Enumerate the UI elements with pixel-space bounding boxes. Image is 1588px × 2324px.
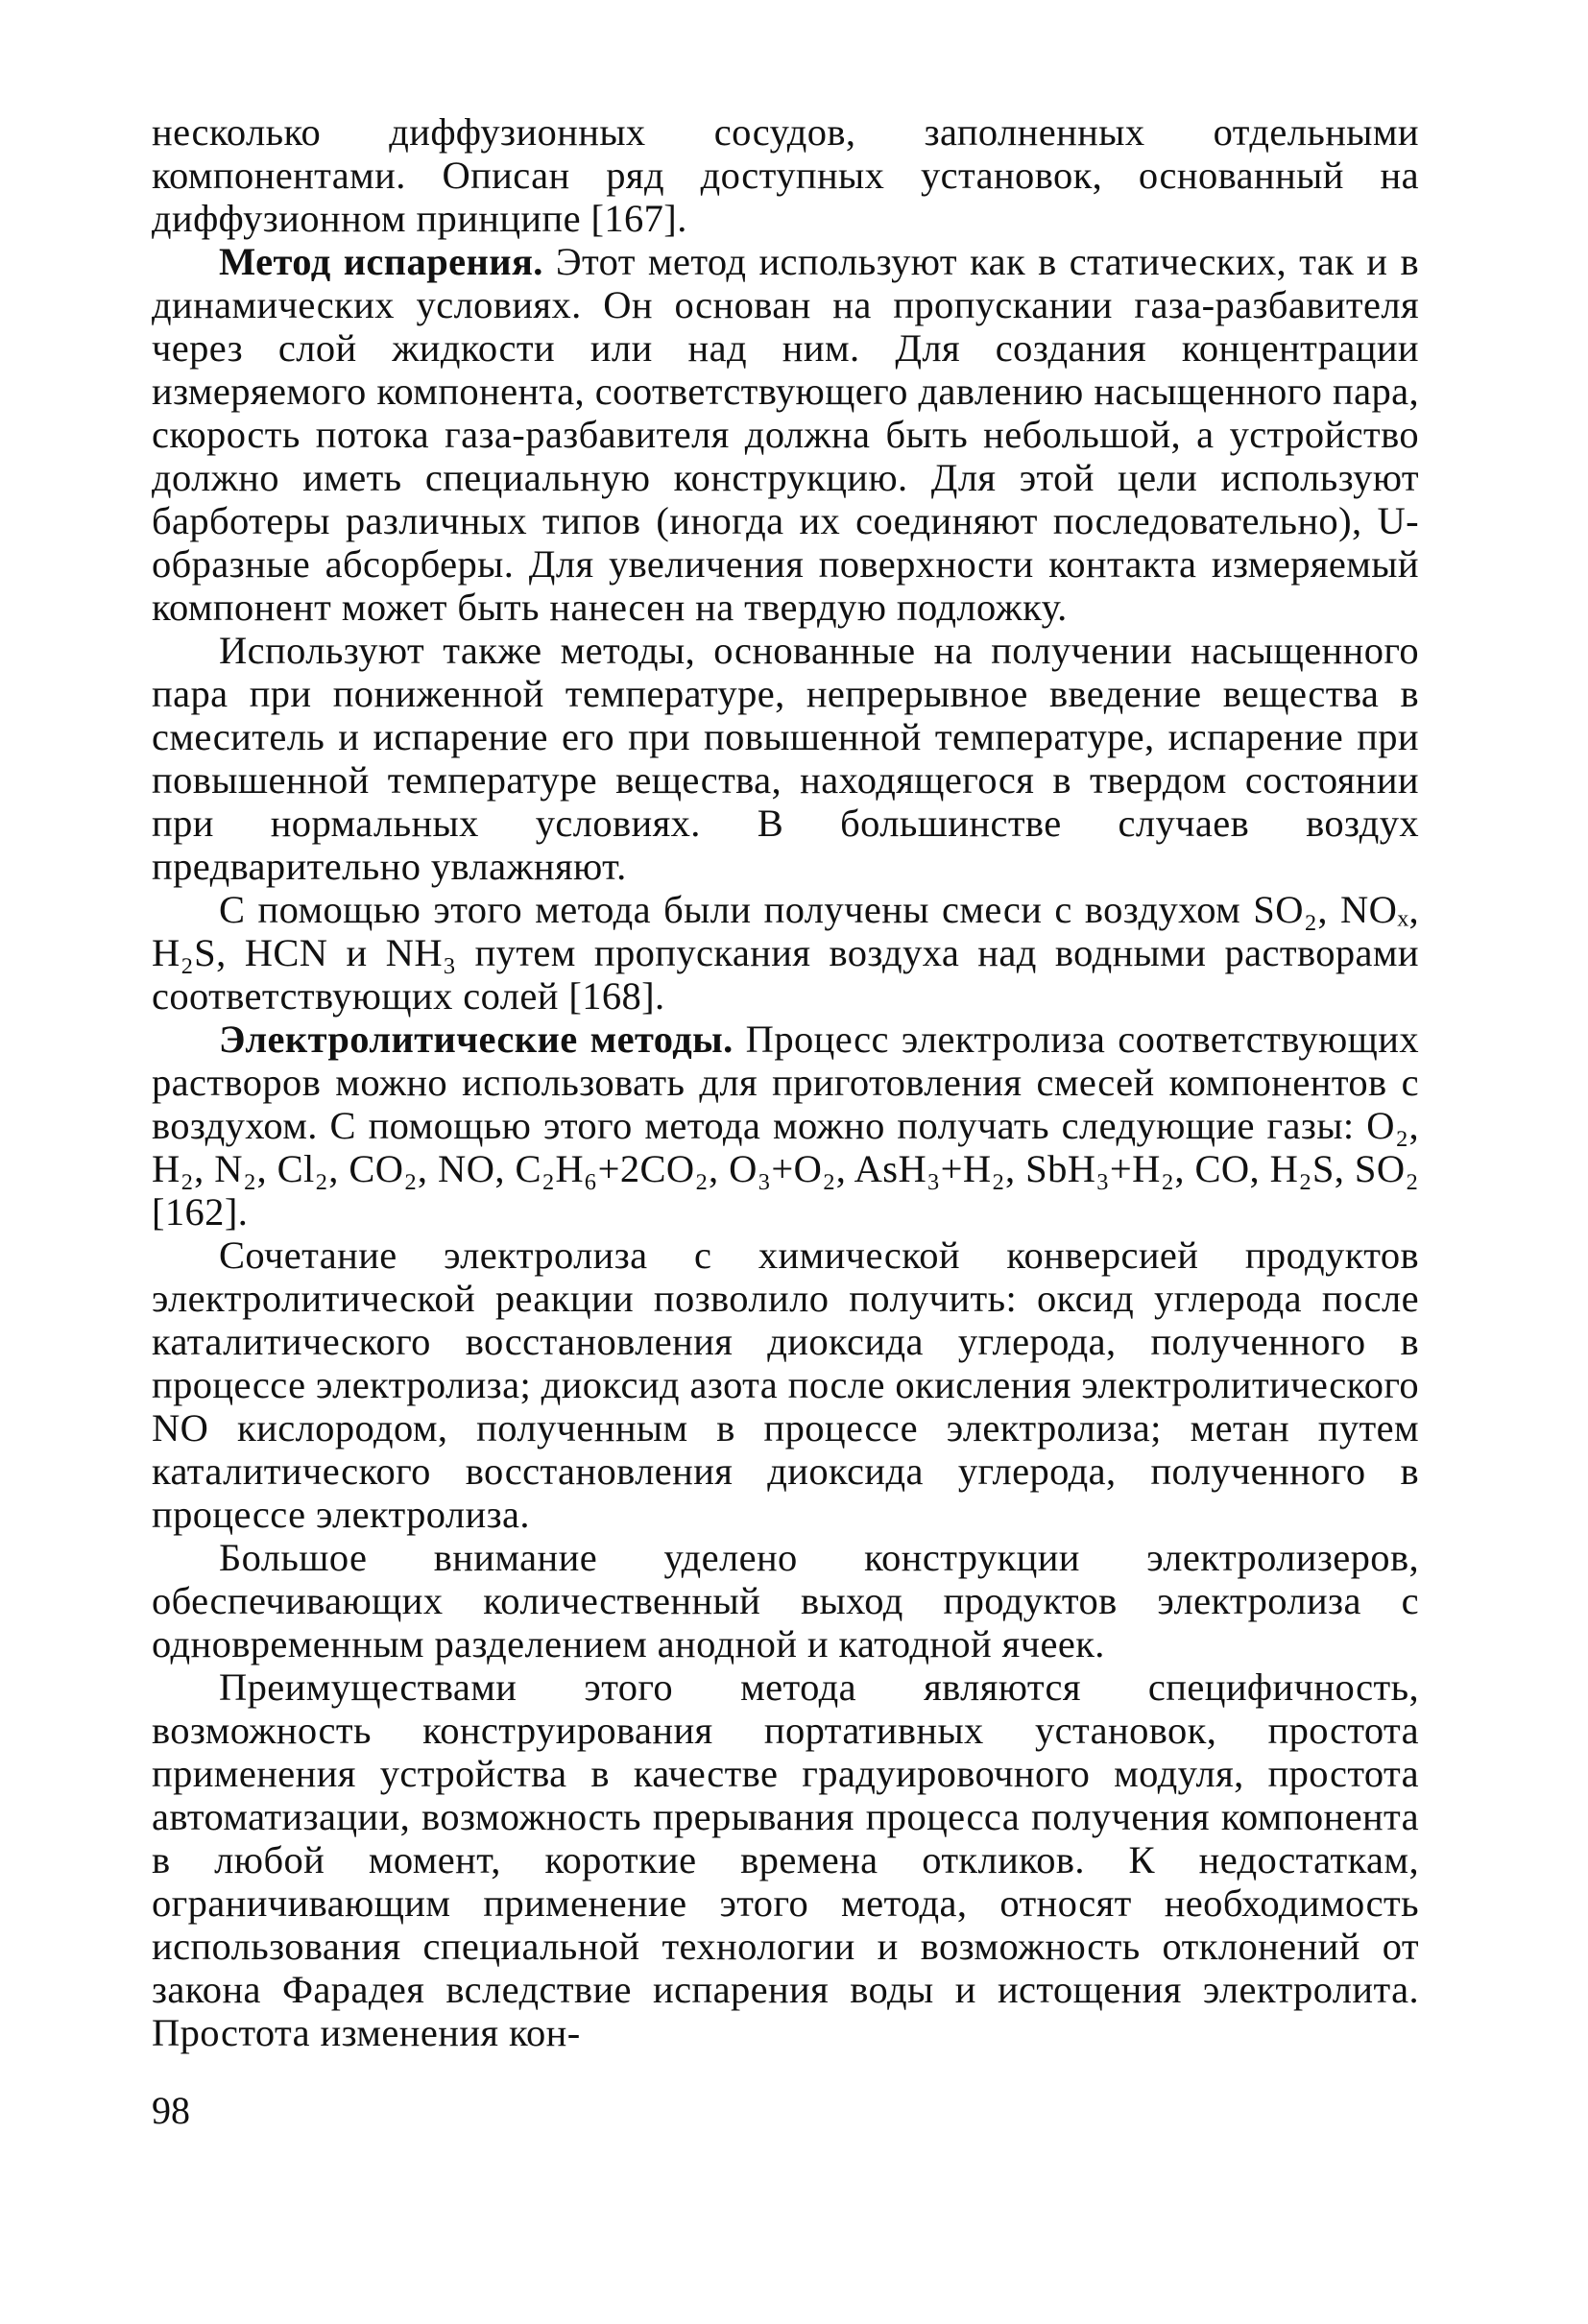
body-text [152, 110, 1419, 2054]
paragraph-4 [152, 888, 1419, 1018]
paragraph-3-text: Используют также методы, основанные на получении насыщенного пара при пониженной температуре, непрерывное введение вещества в смеситель и испарение его при повышенной температуре, испарение при повышенной температуре вещества, находящегося в твердом состоянии при нормальных условиях. В большинстве случаев воздух предварительно увлажняют. [152, 629, 1419, 888]
paragraph-2-text: Этот метод используют как в статических, так и в динамических условиях. Он основан на пропускании газа-разбавителя через слой жидкости или над ним. Для создания концентрации измеряемого компонента, соответствующего давлению насыщенного пара, скорость потока газа-разбавителя должна быть небольшой, а устройство должно иметь специальную конструкцию. Для этой цели используют барботеры различных типов (иногда их соединяют последовательно), U-образные абсорберы. Для увеличения поверхности контакта измеряемый компонент может быть нанесен на твердую подложку. [152, 240, 1420, 629]
paragraph-1-text: несколько диффузионных сосудов, заполненных отдельными компонентами. Описан ряд доступных установок, основанный на диффузионном принципе [167]. [152, 110, 1419, 240]
paragraph-7 [152, 1536, 1419, 1665]
paragraph-5-lead: Электролитические методы. [219, 1018, 734, 1061]
paragraph-5 [152, 1018, 1419, 1234]
paragraph-2 [152, 240, 1419, 629]
paragraph-4-text: С помощью этого метода были получены смеси с воздухом SO₂, NOₓ, H₂S, HCN и NH₃ путем пропускания воздуха над водными растворами соответствующих солей [168]. [152, 888, 1419, 1018]
paragraph-7-text: Большое внимание уделено конструкции электролизеров, обеспечивающих количественный выход продуктов электролиза с одновременным разделением анодной и катодной ячеек. [152, 1536, 1419, 1665]
page-number: 98 [152, 2089, 190, 2132]
paragraph-6-text: Сочетание электролиза с химической конверсией продуктов электролитической реакции позволило получить: оксид углерода после каталитического восстановления диоксида углерода, полученного в процессе электролиза; диоксид азота после окисления электролитического NO кислородом, полученным в процессе электролиза; метан путем каталитического восстановления диоксида углерода, полученного в процессе электролиза. [152, 1234, 1419, 1536]
paragraph-8-text: Преимуществами этого метода являются специфичность, возможность конструирования портативных установок, простота применения устройства в качестве градуировочного модуля, простота автоматизации, возможность прерывания процесса получения компонента в любой момент, короткие времена откликов. К недостаткам, ограничивающим применение этого метода, относят необходимость использования специальной технологии и возможность отклонений от закона Фарадея вследствие испарения воды и истощения электролита. Простота изменения кон- [152, 1665, 1419, 2054]
paragraph-5-text: Процесс электролиза соответствующих растворов можно использовать для приготовления смесей компонентов с воздухом. С помощью этого метода можно получать следующие газы: O₂, H₂, N₂, Cl₂, CO₂, NO, C₂H₆+2CO₂, O₃+O₂, AsH₃+H₂, SbH₃+H₂, CO, H₂S, SO₂ [162]. [152, 1018, 1419, 1234]
paragraph-1 [152, 110, 1419, 240]
paragraph-2-lead: Метод испарения. [219, 240, 543, 283]
paragraph-6 [152, 1234, 1419, 1536]
paragraph-8 [152, 1665, 1419, 2054]
paragraph-3 [152, 629, 1419, 888]
